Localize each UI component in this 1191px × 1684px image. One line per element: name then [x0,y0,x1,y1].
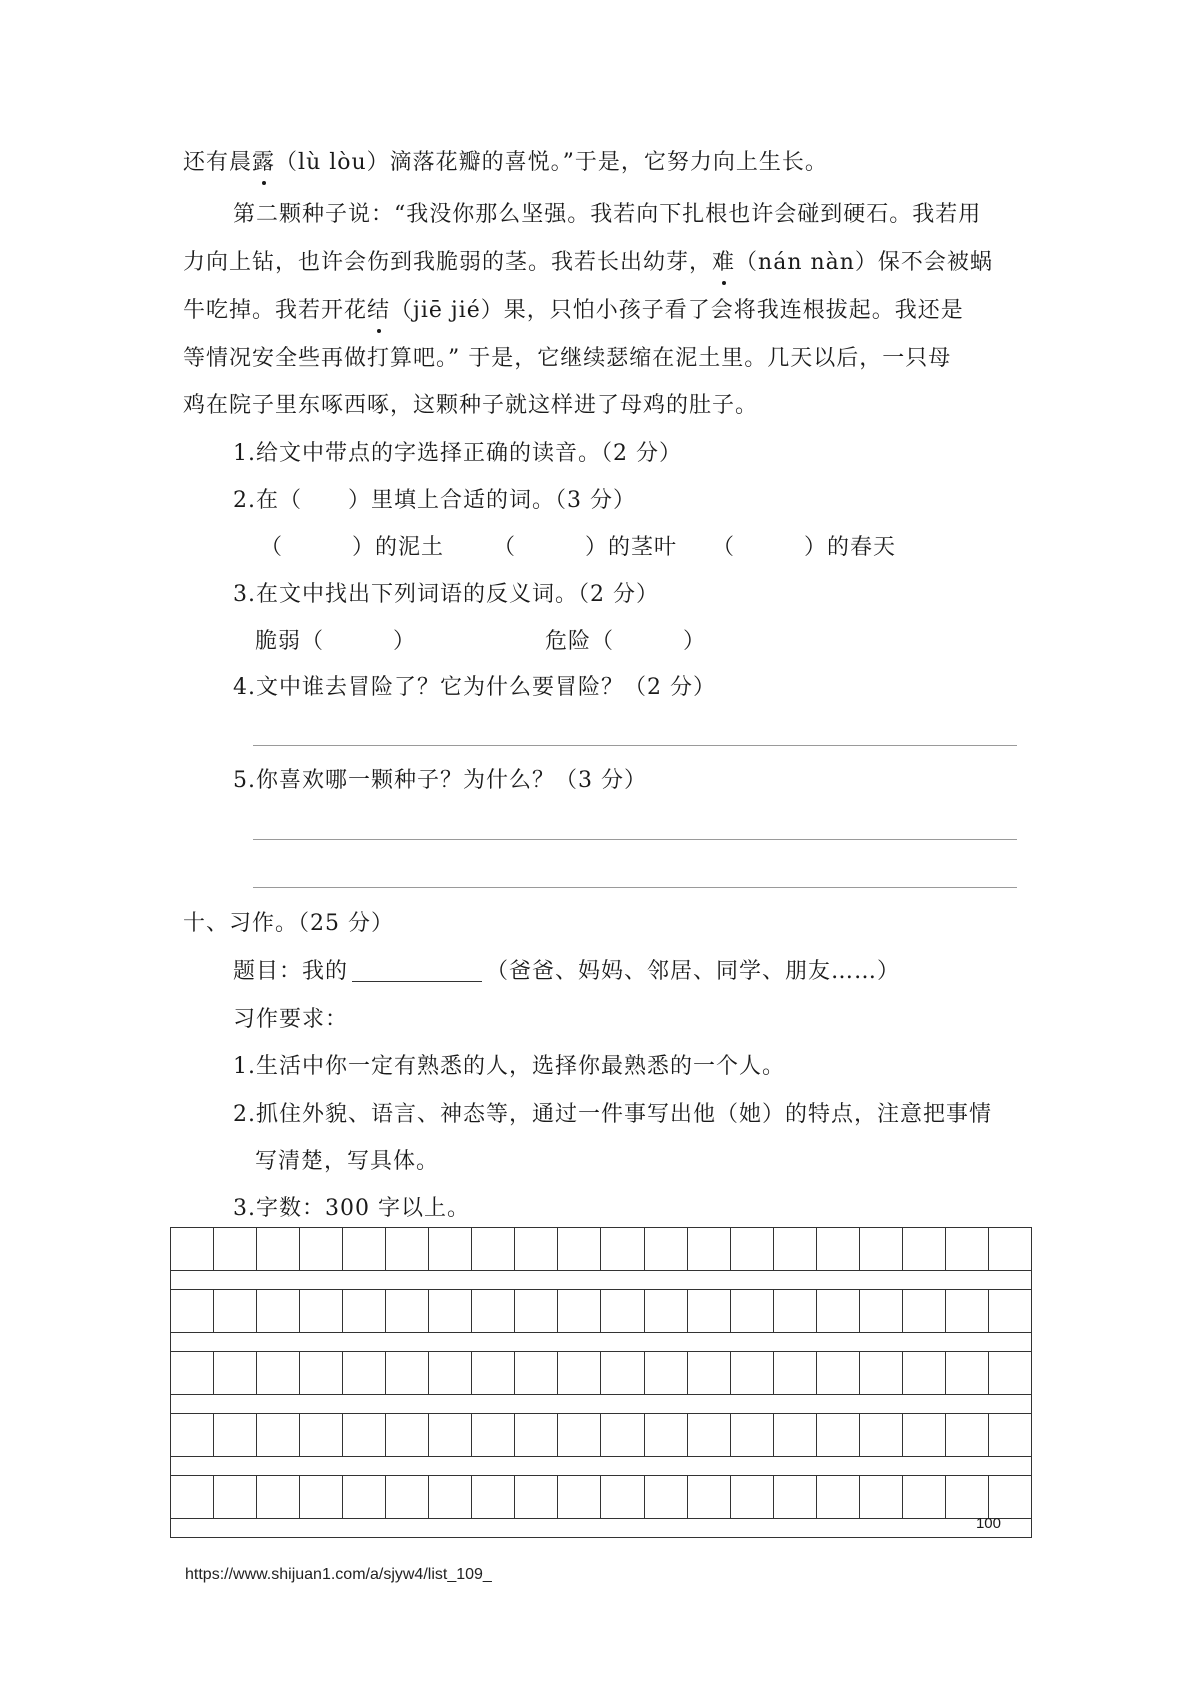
grid-row[interactable] [170,1227,1032,1271]
grid-row[interactable] [170,1475,1032,1519]
passage-line [183,148,828,178]
grid-cell[interactable] [903,1414,946,1457]
grid-cell[interactable] [903,1228,946,1271]
grid-cell[interactable] [946,1414,989,1457]
grid-cell[interactable] [257,1414,300,1457]
grid-cell[interactable] [300,1414,343,1457]
passage-line: 等情况安全些再做打算吧。” 于是，它继续瑟缩在泥土里。几天以后，一只母 [183,346,952,371]
grid-cell[interactable] [860,1414,903,1457]
grid-cell[interactable] [645,1414,688,1457]
grid-cell[interactable] [601,1476,644,1519]
grid-cell[interactable] [472,1228,515,1271]
grid-cell[interactable] [903,1352,946,1395]
topic-blank[interactable] [352,959,482,982]
answer-line[interactable] [253,745,1017,746]
grid-cell[interactable] [817,1352,860,1395]
dotted-character: 结 [367,296,390,326]
grid-cell[interactable] [601,1290,644,1333]
topic-prefix: 题目：我的 [233,959,349,984]
grid-cell[interactable] [989,1414,1032,1457]
passage-line: 鸡在院子里东啄西啄，这颗种子就这样进了母鸡的肚子。 [183,393,759,418]
grid-cell[interactable] [731,1228,774,1271]
grid-cell[interactable] [300,1290,343,1333]
grid-cell[interactable] [214,1476,257,1519]
requirement-3: 3.字数：300 字以上。 [233,1196,470,1221]
grid-cell[interactable] [645,1352,688,1395]
grid-cell[interactable] [472,1290,515,1333]
grid-cell[interactable] [731,1352,774,1395]
grid-cell[interactable] [429,1352,472,1395]
grid-cell[interactable] [731,1414,774,1457]
answer-line[interactable] [253,839,1017,840]
grid-cell[interactable] [300,1228,343,1271]
answer-line[interactable] [253,887,1017,888]
grid-cell[interactable] [472,1414,515,1457]
grid-cell[interactable] [386,1290,429,1333]
requirements-title: 习作要求： [233,1007,349,1032]
dotted-character: 露 [252,148,275,178]
composition-topic [233,957,900,987]
grid-cell[interactable] [558,1352,601,1395]
grid-cell[interactable] [386,1414,429,1457]
grid-cell[interactable] [860,1290,903,1333]
grid-cell[interactable] [688,1476,731,1519]
grid-row[interactable] [170,1413,1032,1457]
grid-cell[interactable] [386,1352,429,1395]
grid-cell[interactable] [989,1228,1032,1271]
grid-cell[interactable] [946,1352,989,1395]
grid-cell[interactable] [515,1414,558,1457]
grid-cell[interactable] [989,1352,1032,1395]
question-3-blank-2[interactable]: 危险（ ） [545,629,707,654]
grid-cell[interactable] [558,1476,601,1519]
grid-cell[interactable] [472,1352,515,1395]
grid-cell[interactable] [688,1290,731,1333]
grid-row-gap [170,1271,1032,1289]
grid-row-gap [170,1457,1032,1475]
grid-cell[interactable] [645,1476,688,1519]
question-3-blank-1[interactable]: 脆弱（ ） [255,629,417,654]
question-5: 5.你喜欢哪一颗种子？为什么？（3 分） [233,768,647,793]
grid-cell[interactable] [171,1352,214,1395]
grid-cell[interactable] [429,1476,472,1519]
grid-cell[interactable] [558,1414,601,1457]
grid-cell[interactable] [214,1414,257,1457]
grid-cell[interactable] [257,1476,300,1519]
grid-cell[interactable] [774,1476,817,1519]
grid-footer [170,1515,1032,1538]
passage-line [183,296,964,326]
grid-cell[interactable] [774,1290,817,1333]
grid-cell[interactable] [386,1228,429,1271]
grid-cell[interactable] [731,1476,774,1519]
grid-cell[interactable] [601,1228,644,1271]
grid-cell[interactable] [817,1228,860,1271]
section-heading: 十、习作。（25 分） [183,911,394,936]
grid-cell[interactable] [171,1228,214,1271]
grid-row-gap [170,1395,1032,1413]
question-2-blank-2[interactable]: （ ）的茎叶 [493,535,678,560]
grid-cell[interactable] [946,1476,989,1519]
grid-cell[interactable] [429,1290,472,1333]
grid-cell[interactable] [343,1290,386,1333]
grid-cell[interactable] [429,1414,472,1457]
text-run: （jiē jié）果，只怕小孩子看了会将我连根拔起。我还是 [390,298,964,323]
grid-cell[interactable] [903,1476,946,1519]
grid-cell[interactable] [558,1290,601,1333]
grid-row[interactable] [170,1289,1032,1333]
grid-row-gap [170,1333,1032,1351]
grid-cell[interactable] [774,1228,817,1271]
grid-cell[interactable] [300,1352,343,1395]
grid-cell[interactable] [214,1352,257,1395]
grid-cell[interactable] [515,1352,558,1395]
grid-row[interactable] [170,1351,1032,1395]
grid-cell[interactable] [343,1352,386,1395]
grid-cell[interactable] [817,1290,860,1333]
grid-cell[interactable] [688,1352,731,1395]
grid-cell[interactable] [472,1476,515,1519]
grid-cell[interactable] [688,1228,731,1271]
requirement-2: 2.抓住外貌、语言、神态等，通过一件事写出他（她）的特点，注意把事情 [233,1102,992,1127]
dotted-character: 难 [712,248,735,278]
question-2: 2.在（ ）里填上合适的词。（3 分） [233,488,636,513]
grid-cell[interactable] [429,1228,472,1271]
text-run: 还有晨 [183,150,253,175]
grid-cell[interactable] [515,1228,558,1271]
grid-cell[interactable] [601,1352,644,1395]
grid-cell[interactable] [257,1352,300,1395]
text-run: 力向上钻，也许会伤到我脆弱的茎。我若长出幼芽， [183,250,713,275]
grid-cell[interactable] [774,1352,817,1395]
question-4: 4.文中谁去冒险了？它为什么要冒险？（2 分） [233,675,716,700]
writing-grid[interactable] [170,1227,1032,1538]
grid-cell[interactable] [774,1414,817,1457]
grid-cell[interactable] [214,1290,257,1333]
passage-line [183,248,993,278]
grid-cell[interactable] [946,1228,989,1271]
text-run: （nán nàn）保不会被蜗 [735,250,993,275]
grid-cell[interactable] [946,1290,989,1333]
passage-line: 第二颗种子说：“我没你那么坚强。我若向下扎根也许会碰到硬石。我若用 [233,202,982,227]
grid-cell[interactable] [386,1476,429,1519]
topic-suffix: （爸爸、妈妈、邻居、同学、朋友……） [486,959,901,984]
question-1: 1.给文中带点的字选择正确的读音。（2 分） [233,441,682,466]
grid-cell[interactable] [171,1290,214,1333]
grid-cell[interactable] [688,1414,731,1457]
grid-cell[interactable] [343,1414,386,1457]
grid-cell[interactable] [515,1290,558,1333]
grid-cell[interactable] [257,1290,300,1333]
grid-cell[interactable] [860,1228,903,1271]
grid-cell[interactable] [989,1290,1032,1333]
question-2-blank-3[interactable]: （ ）的春天 [712,535,897,560]
requirement-2-cont: 写清楚，写具体。 [255,1149,440,1174]
grid-cell[interactable] [645,1290,688,1333]
question-2-blank-1[interactable]: （ ）的泥土 [260,535,445,560]
grid-cell[interactable] [558,1228,601,1271]
question-3: 3.在文中找出下列词语的反义词。（2 分） [233,582,659,607]
grid-cell[interactable] [515,1476,558,1519]
grid-cell[interactable] [731,1290,774,1333]
grid-cell[interactable] [214,1228,257,1271]
grid-cell[interactable] [257,1228,300,1271]
grid-word-count: 100 [975,1515,1001,1532]
source-url: https://www.shijuan1.com/a/sjyw4/list_109_ [185,1566,492,1583]
grid-cell[interactable] [860,1476,903,1519]
text-run: 牛吃掉。我若开花 [183,298,368,323]
grid-cell[interactable] [300,1476,343,1519]
text-run: （lù lòu）滴落花瓣的喜悦。”于是，它努力向上生长。 [275,150,828,175]
grid-cell[interactable] [343,1228,386,1271]
grid-cell[interactable] [989,1476,1032,1519]
grid-cell[interactable] [171,1476,214,1519]
grid-cell[interactable] [903,1290,946,1333]
grid-cell[interactable] [645,1228,688,1271]
requirement-1: 1.生活中你一定有熟悉的人，选择你最熟悉的一个人。 [233,1054,785,1079]
grid-cell[interactable] [817,1476,860,1519]
grid-cell[interactable] [817,1414,860,1457]
grid-cell[interactable] [171,1414,214,1457]
grid-cell[interactable] [860,1352,903,1395]
grid-cell[interactable] [601,1414,644,1457]
grid-cell[interactable] [343,1476,386,1519]
